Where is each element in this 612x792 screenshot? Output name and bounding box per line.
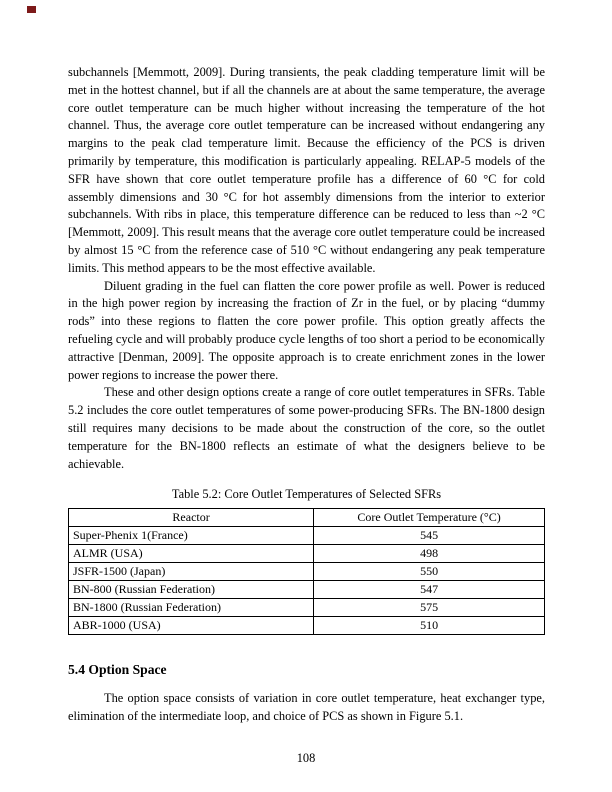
reactor-cell: ABR-1000 (USA) <box>69 617 314 635</box>
temperature-cell: 550 <box>314 563 545 581</box>
section-heading: 5.4 Option Space <box>68 662 167 678</box>
temperature-cell: 575 <box>314 599 545 617</box>
temperature-cell: 545 <box>314 527 545 545</box>
column-header-temperature: Core Outlet Temperature (°C) <box>314 509 545 527</box>
reactor-cell: ALMR (USA) <box>69 545 314 563</box>
reactor-cell: Super-Phenix 1(France) <box>69 527 314 545</box>
page-number: 108 <box>296 751 316 765</box>
core-outlet-temperature-table <box>68 508 545 635</box>
temperature-cell: 547 <box>314 581 545 599</box>
table-row <box>69 599 545 617</box>
body-paragraph: The option space consists of variation in core outlet temperature, heat exchanger type, elimination of the intermediate loop, and choice of PCS as shown in Figure 5.1. <box>68 690 545 723</box>
scan-artifact <box>27 6 36 13</box>
body-paragraph: These and other design options create a range of core outlet temperatures in SFRs. Table 5.2 includes the core outlet temperatures of some power-producing SFRs. The BN-1800 design still requires many decisions to be made about the construction of the core, so the outlet temperature for the BN-1800 reflects an estimate of what the designers believe to be achievable. <box>68 385 545 471</box>
table-row <box>69 563 545 581</box>
table-row <box>69 545 545 563</box>
table-row <box>69 527 545 545</box>
reactor-cell: BN-1800 (Russian Federation) <box>69 599 314 617</box>
body-paragraph: subchannels [Memmott, 2009]. During transients, the peak cladding temperature limit will be met in the hottest channel, but if all the channels are at about the same temperature, the average core outlet temperature can be much higher without increasing the temperature of the hot channel. Thus, the average core outlet temperature can be increased without endangering any margins to the peak clad temperature limit. Because the efficiency of the PCS is driven primarily by temperature, this modification is particularly appealing. RELAP-5 models of the SFR have shown that core outlet temperature profile has a difference of 60 °C for cold assembly dimensions and 30 °C for hot assembly dimensions from the interior to exterior subchannels. With ribs in place, this temperature difference can be reduced to less than ~2 °C [Memmott, 2009]. This result means that the average core outlet temperature could be increased by almost 15 °C from the reference case of 510 °C without endangering any peak temperature limits. This method appears to be the most effective available. <box>68 65 545 275</box>
page-body <box>68 64 545 726</box>
temperature-cell: 498 <box>314 545 545 563</box>
table-row <box>69 581 545 599</box>
table-row <box>69 617 545 635</box>
reactor-cell: BN-800 (Russian Federation) <box>69 581 314 599</box>
table-caption: Table 5.2: Core Outlet Temperatures of Selected SFRs <box>171 487 442 502</box>
table-header-row <box>69 509 545 527</box>
column-header-reactor: Reactor <box>69 509 314 527</box>
temperature-cell: 510 <box>314 617 545 635</box>
reactor-cell: JSFR-1500 (Japan) <box>69 563 314 581</box>
body-paragraph: Diluent grading in the fuel can flatten the core power profile as well. Power is reduced in the high power region by increasing the fraction of Zr in the fuel, or by placing “dummy rods” into these regions to flatten the core power profile. This option greatly affects the refueling cycle and will probably produce cycle lengths of too short a period to be economically attractive [Denman, 2009]. The opposite approach is to create enrichment zones in the lower power regions to increase the power there. <box>68 278 545 382</box>
